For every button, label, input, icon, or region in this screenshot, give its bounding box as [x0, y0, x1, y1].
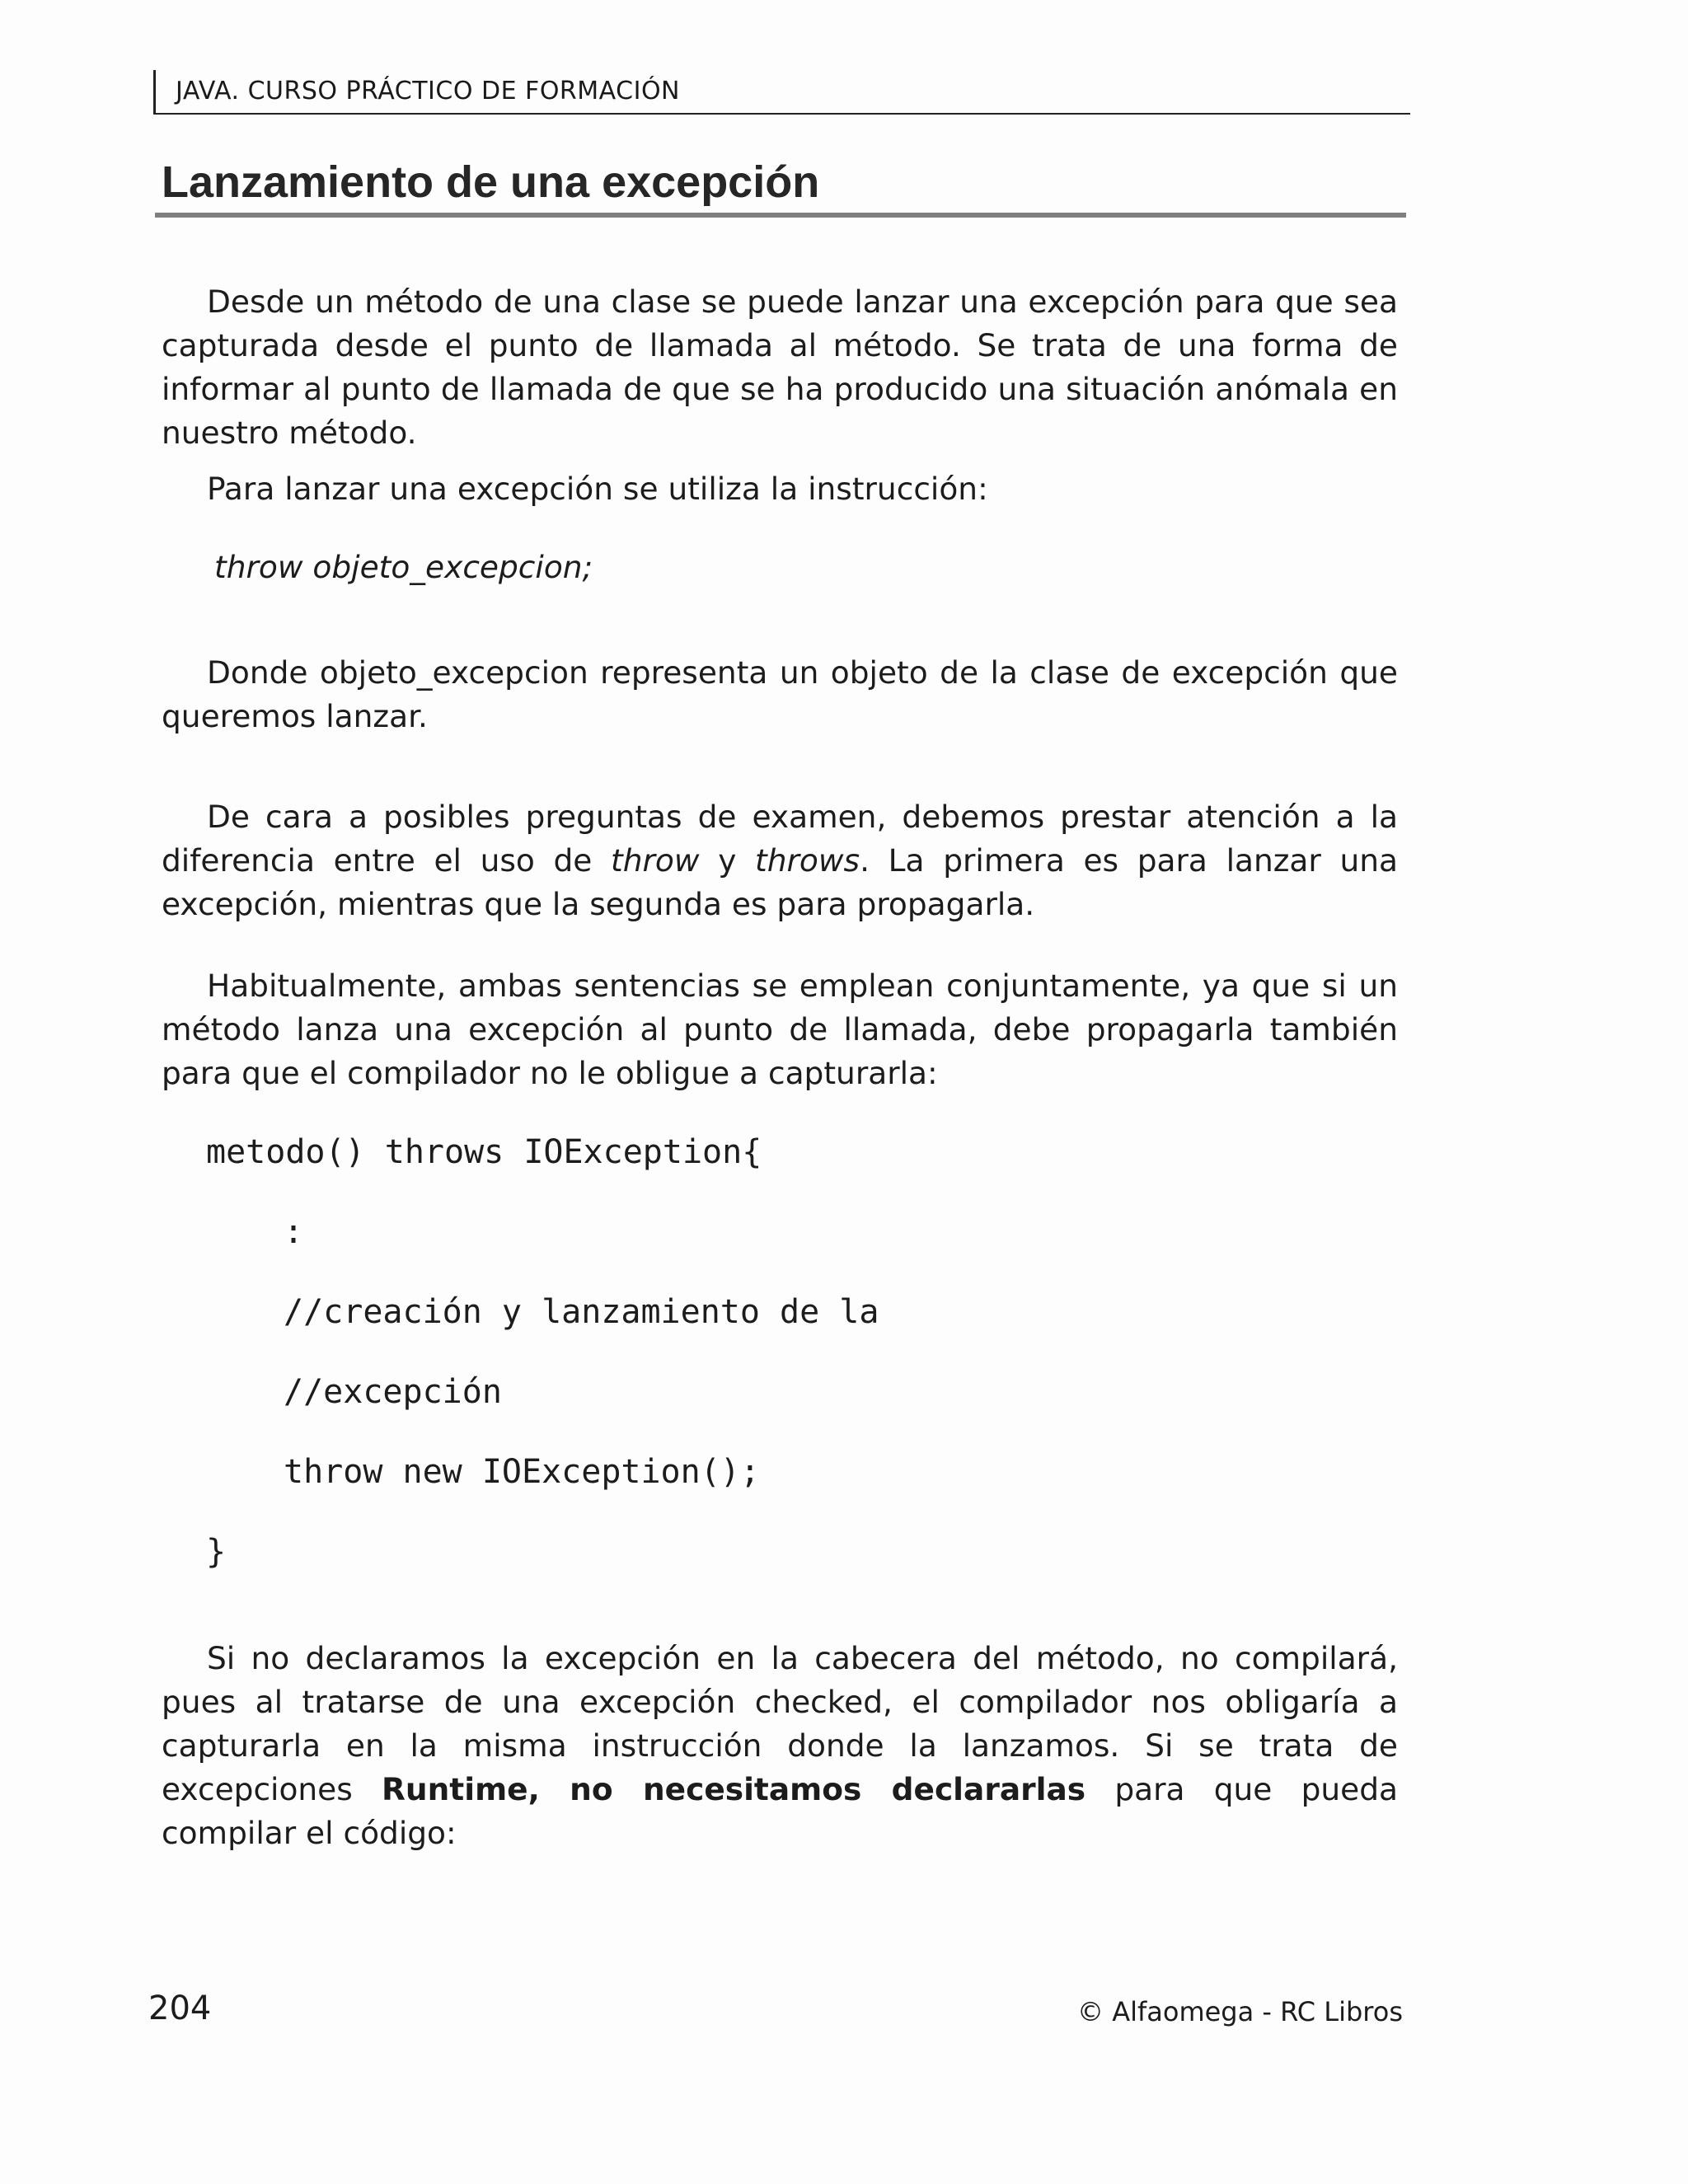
running-header: [153, 70, 1410, 115]
keyword-throw: throw: [611, 842, 700, 879]
section-title: Lanzamiento de una excepción: [162, 157, 820, 207]
code-line: }: [206, 1533, 227, 1571]
text-segment: De cara a posibles preguntas de examen, debemos prestar atención a la diferencia entre el uso de: [162, 799, 1398, 879]
code-line: throw new IOException();: [284, 1453, 760, 1491]
paragraph-runtime: [162, 1637, 1398, 1855]
code-line: metodo() throws IOException{: [206, 1133, 762, 1171]
text-segment: y: [699, 842, 756, 879]
code-line: //creación y lanzamiento de la: [284, 1293, 879, 1331]
paragraph-definition: Donde objeto_excepcion representa un objeto de la clase de excepción que queremos lanzar.: [162, 654, 1398, 734]
page-number: 204: [148, 1990, 212, 2027]
text-segment: . La primera es para lanzar una excepción, mientras que la segunda es para propagarla.: [162, 842, 1398, 922]
text-segment: para que pueda compilar el código:: [162, 1771, 1398, 1851]
paragraph-throw-vs-throws: [162, 795, 1398, 926]
syntax-example: throw objeto_excepcion;: [214, 549, 593, 585]
running-header-title: JAVA. CURSO PRÁCTICO DE FORMACIÓN: [176, 77, 681, 105]
keyword-throws: throws: [755, 842, 860, 879]
title-underline: [155, 213, 1406, 218]
paragraph-usage: Habitualmente, ambas sentencias se emplean conjuntamente, ya que si un método lanza una excepción al punto de llamada, debe propagarla también para que el compilador no le obligue a capturarla:: [162, 968, 1398, 1091]
paragraph-instruction: Para lanzar una excepción se utiliza la instrucción:: [207, 471, 988, 507]
paragraph-intro: Desde un método de una clase se puede lanzar una excepción para que sea capturada desde el punto de llamada al método. Se trata de una forma de informar al punto de llamada de que se ha producido una situación anómala en nuestro método.: [162, 284, 1398, 451]
code-line: //excepción: [284, 1373, 502, 1411]
code-line: :: [284, 1213, 304, 1251]
copyright-notice: © Alfaomega - RC Libros: [1077, 1996, 1403, 2027]
bold-emphasis: Runtime, no necesitamos declararlas: [382, 1771, 1086, 1807]
text-segment: Si no declaramos la excepción en la cabecera del método, no compilará, pues al tratarse de una excepción checked, el compilador nos obligaría a capturarla en la misma instrucción donde la lanzamos. Si se trata de excepciones: [162, 1640, 1398, 1807]
